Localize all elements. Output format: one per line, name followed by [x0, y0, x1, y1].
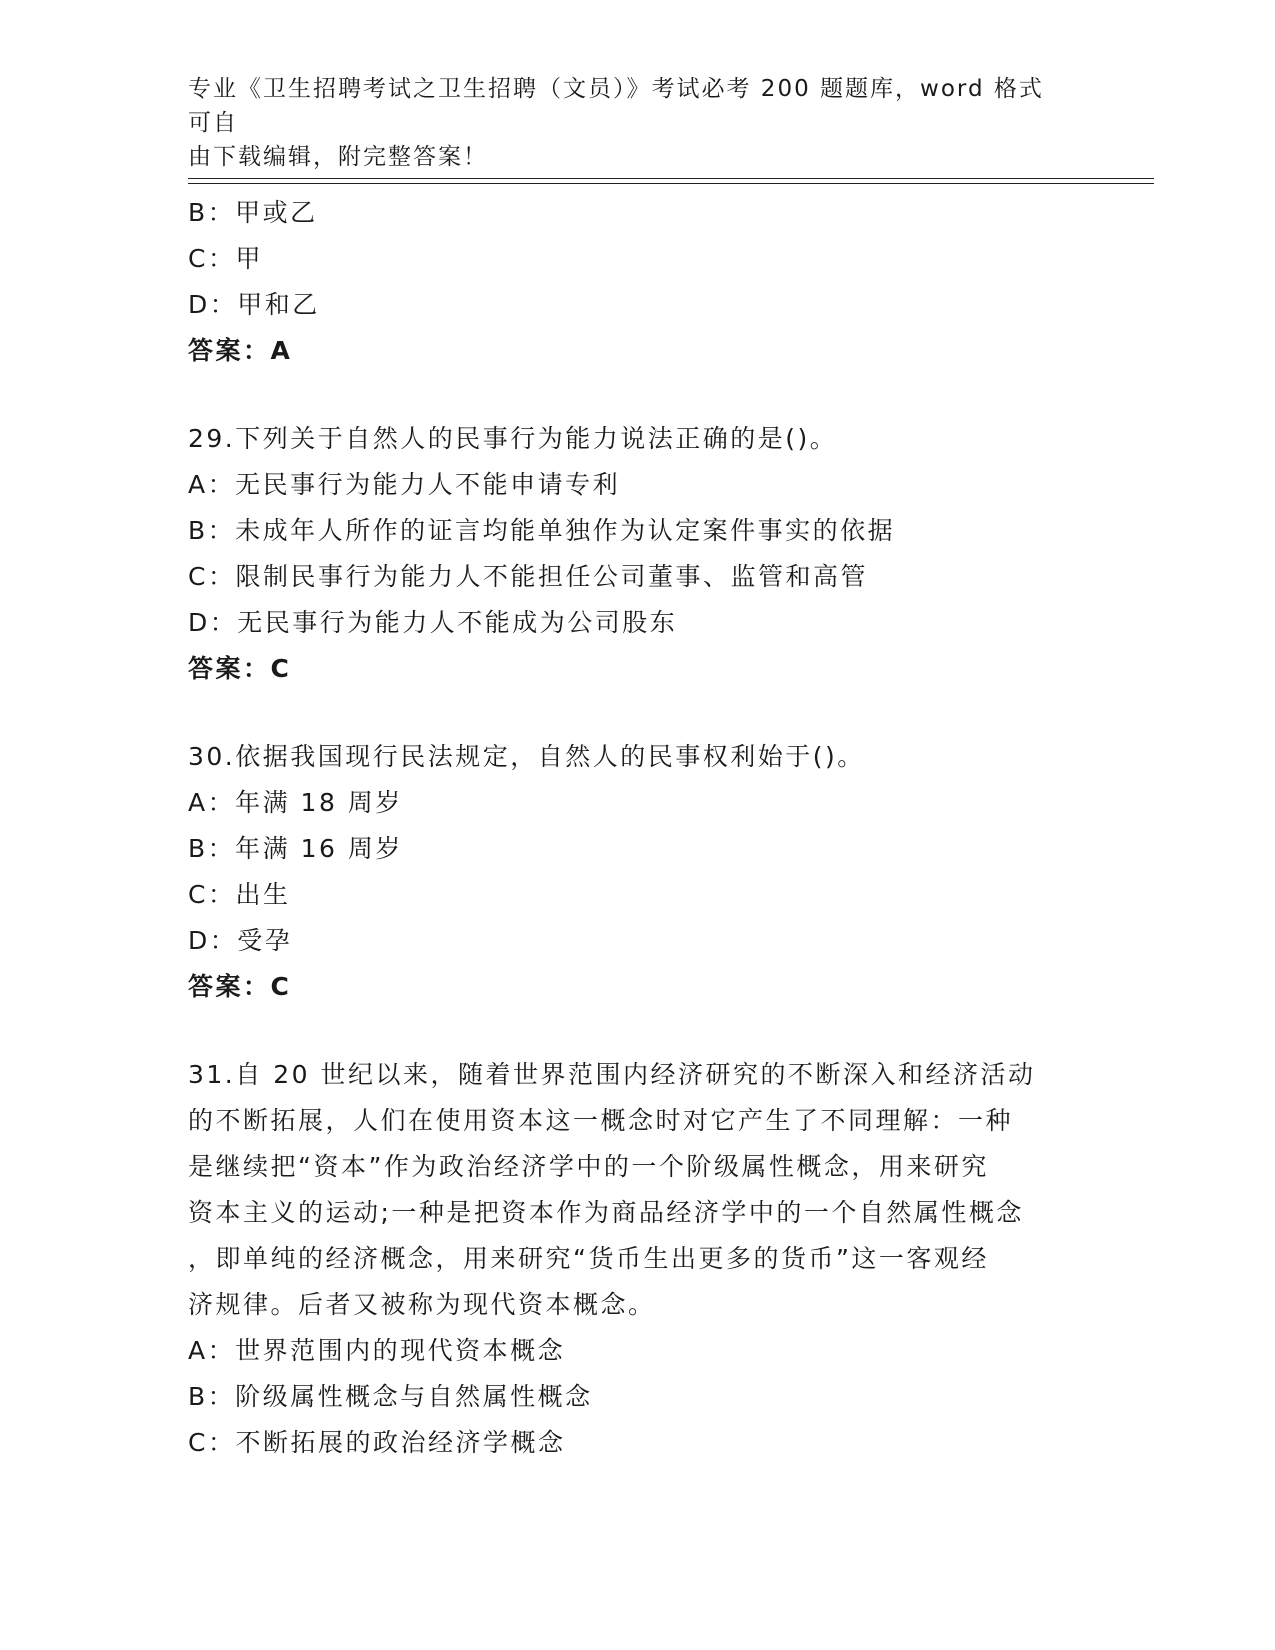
option-b: B：甲或乙 [188, 198, 318, 227]
question-stem-line: 济规律。后者又被称为现代资本概念。 [188, 1290, 656, 1319]
header-rule-bottom [188, 183, 1154, 184]
question-stem-line: 资本主义的运动;一种是把资本作为商品经济学中的一个自然属性概念 [188, 1198, 1024, 1227]
option-c: C：出生 [188, 880, 291, 909]
option-d: D：无民事行为能力人不能成为公司股东 [188, 608, 678, 637]
option-d: D：甲和乙 [188, 290, 320, 319]
spacer [188, 692, 1088, 734]
option-c: C：限制民事行为能力人不能担任公司董事、监管和高管 [188, 562, 868, 591]
question-stem: 29.下列关于自然人的民事行为能力说法正确的是()。 [188, 424, 838, 453]
question-stem-line: ，即单纯的经济概念，用来研究“货币生出更多的货币”这一客观经 [188, 1244, 989, 1273]
question-stem-line: 的不断拓展，人们在使用资本这一概念时对它产生了不同理解：一种 [188, 1106, 1014, 1135]
option-c: C：甲 [188, 244, 263, 273]
question-stem-line: 31.自 20 世纪以来，随着世界范围内经济研究的不断深入和经济活动 [188, 1060, 1036, 1089]
question-31 [188, 1052, 1088, 1466]
question-stem-line: 是继续把“资本”作为政治经济学中的一个阶级属性概念，用来研究 [188, 1152, 989, 1181]
spacer [188, 1010, 1088, 1052]
option-d: D：受孕 [188, 926, 293, 955]
option-b: B：年满 16 周岁 [188, 834, 403, 863]
question-28-continued [188, 190, 1088, 374]
header-line-2: 由下载编辑，附完整答案！ [188, 144, 488, 170]
option-a: A：世界范围内的现代资本概念 [188, 1336, 566, 1365]
question-30 [188, 734, 1088, 1010]
answer-line: 答案：A [188, 336, 293, 365]
question-stem: 30.依据我国现行民法规定，自然人的民事权利始于()。 [188, 742, 865, 771]
spacer [188, 374, 1088, 416]
header-rule-top [188, 178, 1154, 179]
answer-line: 答案：C [188, 972, 292, 1001]
answer-line: 答案：C [188, 654, 292, 683]
document-header [188, 72, 1068, 174]
option-b: B：未成年人所作的证言均能单独作为认定案件事实的依据 [188, 516, 896, 545]
question-29 [188, 416, 1088, 692]
header-line-1: 专业《卫生招聘考试之卫生招聘（文员）》考试必考 200 题题库，word 格式可自 [188, 76, 1044, 136]
option-a: A：无民事行为能力人不能申请专利 [188, 470, 621, 499]
option-b: B：阶级属性概念与自然属性概念 [188, 1382, 593, 1411]
option-a: A：年满 18 周岁 [188, 788, 403, 817]
document-content [188, 190, 1088, 1466]
option-c: C：不断拓展的政治经济学概念 [188, 1428, 566, 1457]
